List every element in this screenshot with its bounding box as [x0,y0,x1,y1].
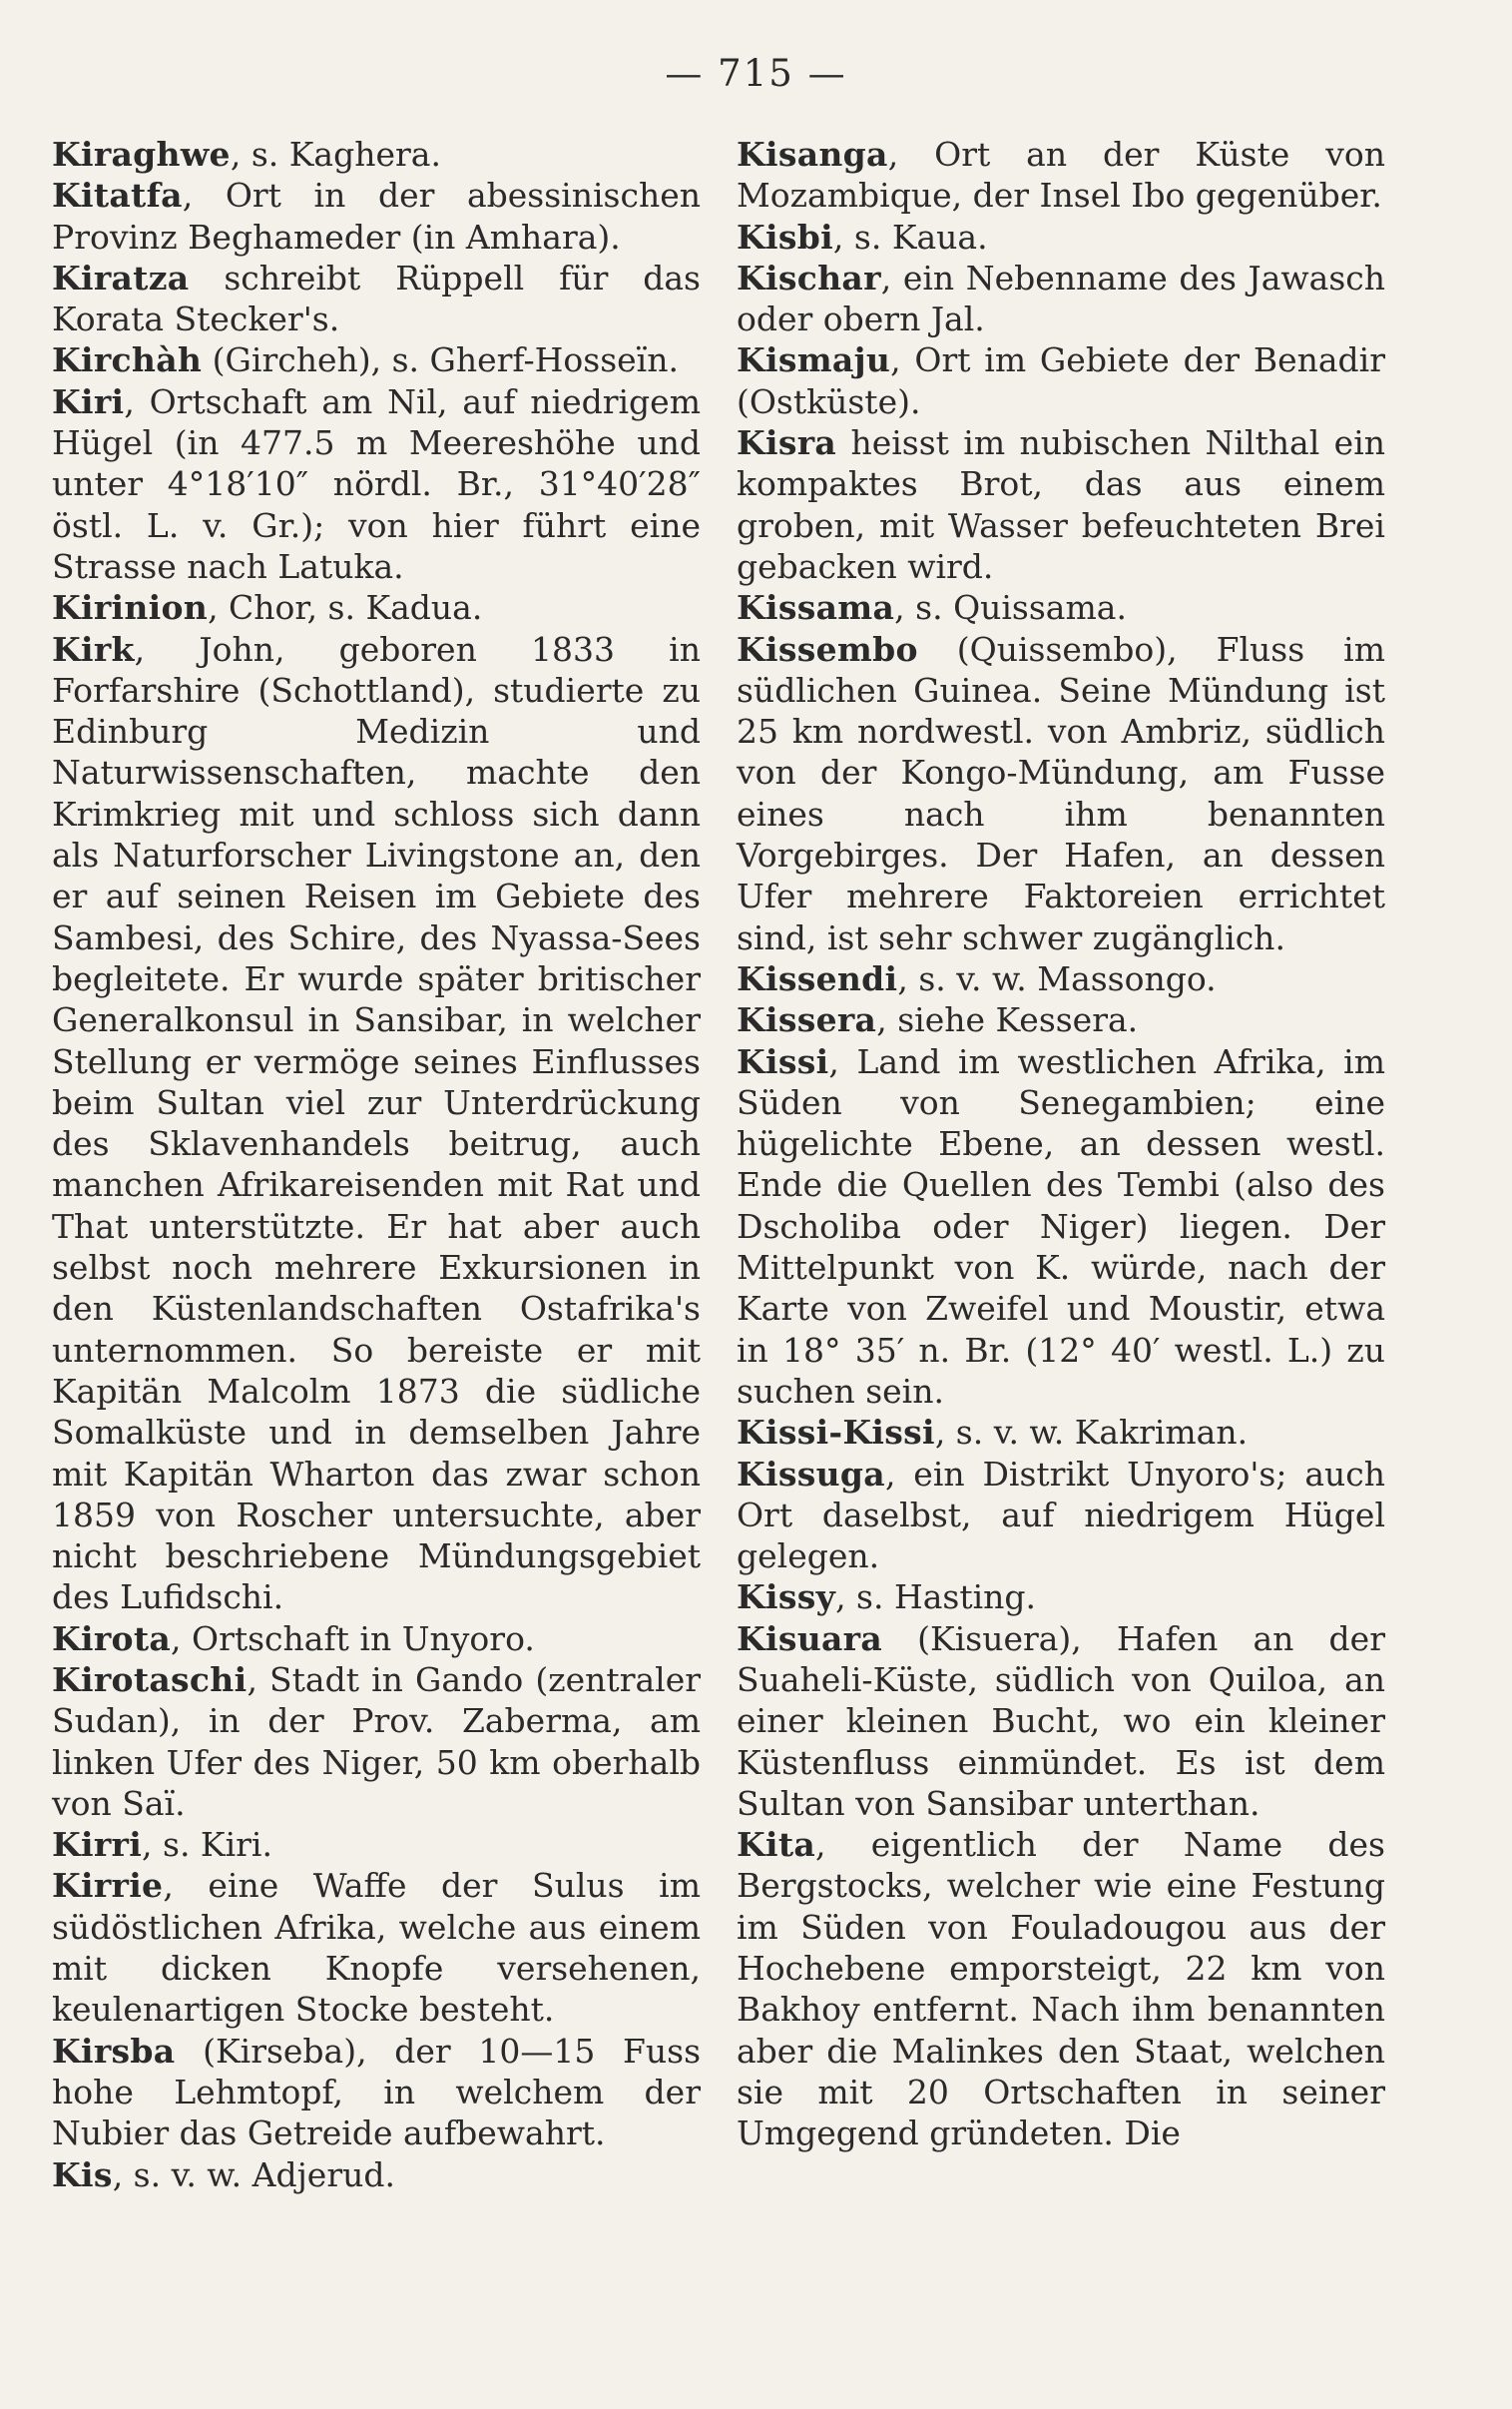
entry-text: , s. Hasting. [835,1577,1037,1617]
dictionary-entry [737,134,1385,217]
entry-text: heisst im nubischen Nilthal ein kompaktes Brot, das aus einem groben, mit Wasser befeuchteten Brei gebacken wird. [737,423,1385,586]
entry-term: Kiri [52,381,125,421]
entry-text: (Quissembo), Fluss im südlichen Guinea. Seine Mündung ist 25 km nordwestl. von Ambriz, südlich von der Kongo-Mündung, am Fusse eines nach ihm benannten Vorgebirges. Der Hafen, an dessen Ufer mehrere Faktoreien errichtet sind, ist sehr schwer zugänglich. [737,629,1385,957]
dictionary-entry [52,2031,701,2154]
dictionary-entry [737,1618,1385,1824]
entry-text: , eine Waffe der Sulus im südöstlichen Afrika, welche aus einem mit dicken Knopfe versehenen, keulenartigen Stocke besteht. [52,1866,701,2030]
dictionary-entry [52,175,701,258]
entry-text: , Land im westlichen Afrika, im Süden von Senegambien; eine hügelichte Ebene, an dessen westl. Ende die Quellen des Tembi (also des Dscholiba oder Niger) liegen. Der Mittelpunkt von K. würde, nach der Karte von Zweifel und Moustir, etwa in 18° 35′ n. Br. (12° 40′ westl. L.) zu suchen sein. [737,1041,1385,1411]
entry-term: Kirchàh [52,340,203,380]
dictionary-entry [737,422,1385,587]
page-number: — 715 — [665,52,847,95]
entry-text: schreibt Rüppell für das Korata Stecker's. [52,258,701,339]
entry-term: Kisuara [737,1618,883,1658]
entry-text: , s. Kaua. [832,217,988,257]
entry-text: , s. Kiri. [142,1825,272,1865]
dictionary-entry [737,258,1385,340]
dictionary-entry [737,958,1385,999]
entry-text: , s. v. w. Adjerud. [112,2154,395,2194]
entry-text: , Ortschaft am Nil, auf niedrigem Hügel (in 477.5 m Meereshöhe und unter 4°18′10″ nördl. Br., 31°40′28″ östl. L. v. Gr.); von hier führt eine Strasse nach Latuka. [52,381,701,586]
entry-text: , Ort im Gebiete der Benadir (Ostküste). [737,340,1385,421]
dictionary-entry [52,134,701,175]
dictionary-entry [52,1824,701,1865]
entry-term: Kismaju [737,340,891,380]
entry-term: Kirk [52,629,135,669]
entry-term: Kisra [737,423,837,463]
dictionary-entry [737,999,1385,1040]
entry-text: (Kisuera), Hafen an der Suaheli-Küste, südlich von Quiloa, an einer kleinen Bucht, wo ein kleiner Küstenfluss einmündet. Es ist dem Sultan von Sansibar unterthan. [737,1618,1385,1823]
entry-term: Kirri [52,1825,143,1865]
dictionary-entry [52,2154,701,2195]
entry-term: Kirotaschi [52,1659,248,1699]
entry-text: , s. v. w. Kakriman. [934,1413,1249,1453]
entry-term: Kitatfa [52,176,183,216]
dictionary-entry [737,217,1385,258]
dictionary-entry [52,339,701,380]
dictionary-entry [52,381,701,587]
dictionary-entry [737,1824,1385,2153]
entry-text: , Ort an der Küste von Mozambique, der Insel Ibo gegenüber. [737,135,1385,216]
entry-term: Kissama [737,588,895,628]
dictionary-entry [737,339,1385,422]
right-column [737,134,1385,2154]
entry-term: Kirrie [52,1866,164,1906]
entry-term: Kischar [737,258,881,298]
entry-text: , Ortschaft in Unyoro. [171,1618,535,1658]
entry-term: Kisanga [737,135,888,174]
dictionary-entry [52,1659,701,1824]
entry-text: , s. Kaghera. [230,135,441,174]
entry-text: , s. Quissama. [894,588,1127,628]
entry-term: Kirsba [52,2031,176,2071]
dictionary-entry [52,587,701,628]
dictionary-entry [737,1576,1385,1617]
left-column [52,134,701,2195]
entry-term: Kissi [737,1041,829,1081]
dictionary-entry [737,1412,1385,1453]
entry-text: , Chor, s. Kadua. [208,588,483,628]
entry-term: Kissuga [737,1454,885,1494]
entry-term: Kissy [737,1577,836,1617]
dictionary-entry [52,258,701,340]
entry-term: Kirinion [52,588,209,628]
entry-text: (Gircheh), s. Gherf-Hosseïn. [202,340,679,380]
entry-term: Kita [737,1825,816,1865]
entry-term: Kiratza [52,258,190,298]
dictionary-entry [737,587,1385,628]
entry-term: Kissembo [737,629,918,669]
entry-text: , Stadt in Gando (zentraler Sudan), in der Prov. Zaberma, am linken Ufer des Niger, 50 km oberhalb von Saï. [52,1659,701,1823]
entry-text: , s. v. w. Massongo. [897,958,1217,998]
entry-text: , ein Nebenname des Jawasch oder obern Jal. [737,258,1385,339]
entry-text: , eigentlich der Name des Bergstocks, welcher wie eine Festung im Süden von Fouladougou aus der Hochebene emporsteigt, 22 km von Bakhoy entfernt. Nach ihm benannten aber die Malinkes den Staat, welchen sie mit 20 Ortschaften in seiner Umgegend gründeten. Die [737,1825,1385,2153]
entry-text: (Kirseba), der 10—15 Fuss hohe Lehmtopf, in welchem der Nubier das Getreide aufbewahrt. [52,2031,701,2153]
entry-term: Kissera [737,1000,877,1040]
dictionary-entry [737,1454,1385,1577]
entry-term: Kissi-Kissi [737,1413,935,1453]
dictionary-entry [52,629,701,1618]
entry-term: Kiraghwe [52,135,231,174]
entry-term: Kisbi [737,217,833,257]
entry-text: , siehe Kessera. [876,1000,1139,1040]
entry-text: , Ort in der abessinischen Provinz Beghameder (in Amhara). [52,176,701,257]
entry-term: Kissendi [737,958,898,998]
dictionary-entry [737,1041,1385,1413]
entry-term: Kis [52,2154,113,2194]
entry-text: , ein Distrikt Unyoro's; auch Ort daselbst, auf niedrigem Hügel gelegen. [737,1454,1385,1576]
dictionary-entry [52,1865,701,2030]
entry-text: , John, geboren 1833 in Forfarshire (Schottland), studierte zu Edinburg Medizin und Naturwissenschaften, machte den Krimkrieg mit und schloss sich dann als Naturforscher Livingstone an, den er auf seinen Reisen im Gebiete des Sambesi, des Schire, des Nyassa-Sees begleitete. Er wurde später britischer Generalkonsul in Sansibar, in welcher Stellung er vermöge seines Einflusses beim Sultan viel zur Unterdrückung des Sklavenhandels beitrug, auch manchen Afrikareisenden mit Rat und That unterstützte. Er hat aber auch selbst noch mehrere Exkursionen in den Küstenlandschaften Ostafrika's unternommen. So bereiste er mit Kapitän Malcolm 1873 die südliche Somalküste und in demselben Jahre mit Kapitän Wharton das zwar schon 1859 von Roscher untersuchte, aber nicht beschriebene Mündungsgebiet des Lufidschi. [52,629,701,1617]
entry-term: Kirota [52,1618,172,1658]
dictionary-entry [737,629,1385,958]
dictionary-entry [52,1618,701,1659]
